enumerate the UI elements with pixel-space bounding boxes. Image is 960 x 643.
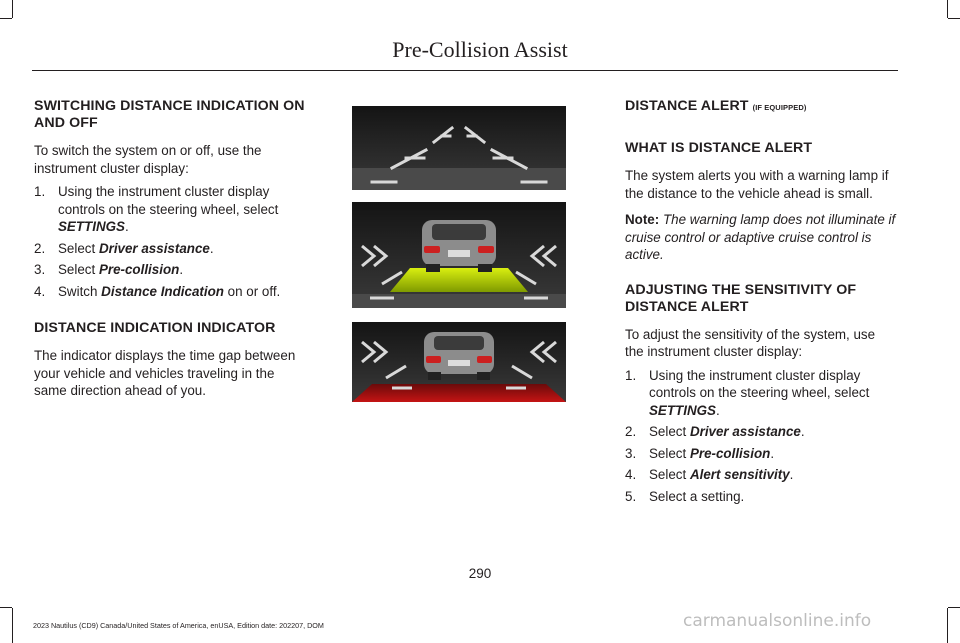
- right-column: [625, 98, 897, 505]
- intro-paragraph: To switch the system on or off, use the instrument cluster display:: [34, 143, 262, 176]
- list-item: 1. Using the instrument cluster display controls on the steering wheel, select SETTINGS.: [34, 184, 279, 234]
- page-number: 290: [468, 566, 492, 581]
- car-icon: [422, 220, 496, 272]
- list-item: 4. Switch Distance Indication on or off.: [34, 283, 281, 299]
- figure-vehicle-green: [352, 202, 566, 308]
- road-lanes-illustration: [352, 106, 566, 190]
- crop-mark: [12, 0, 13, 18]
- what-is-paragraph: The system alerts you with a warning lamp if the distance to the vehicle ahead is small.: [625, 168, 889, 201]
- vehicle-red-zone-illustration: [352, 322, 566, 402]
- crop-mark: [948, 18, 960, 19]
- crop-mark: [12, 608, 13, 643]
- list-item: 2. Select Driver assistance.: [34, 240, 214, 256]
- crop-mark: [947, 608, 948, 643]
- header-rule: [32, 70, 898, 71]
- section-heading-adjusting: ADJUSTING THE SENSITIVITY OF DISTANCE ALERT: [625, 281, 857, 315]
- adjust-paragraph: To adjust the sensitivity of the system, use the instrument cluster display:: [625, 326, 876, 359]
- crop-mark: [0, 18, 12, 19]
- crop-mark: [0, 607, 12, 608]
- distance-zone-red: [352, 384, 566, 402]
- figure-vehicle-red: [352, 322, 566, 402]
- if-equipped-label: (IF EQUIPPED): [752, 103, 807, 112]
- crop-mark: [948, 607, 960, 608]
- list-item: 1. Using the instrument cluster display controls on the steering wheel, select SETTINGS.: [625, 367, 870, 418]
- list-item: 3. Select Pre-collision.: [34, 262, 184, 277]
- steps-list: [625, 367, 897, 506]
- vehicle-green-zone-illustration: [352, 202, 566, 308]
- section-heading-switching: SWITCHING DISTANCE INDICATION ON AND OFF: [34, 98, 305, 131]
- watermark: carmanualsonline.info: [683, 611, 872, 631]
- list-item: 4. Select Alert sensitivity.: [625, 467, 794, 482]
- section-heading-indicator: DISTANCE INDICATION INDICATOR: [34, 320, 276, 336]
- figure-no-vehicle: [352, 106, 566, 190]
- page-title: Pre-Collision Assist: [392, 37, 568, 62]
- left-column: [34, 98, 309, 400]
- crop-mark: [947, 0, 948, 18]
- section-heading-distance-alert: DISTANCE ALERT (IF EQUIPPED): [625, 98, 807, 114]
- indicator-paragraph: The indicator displays the time gap between your vehicle and vehicles traveling in the same direction ahead of you.: [34, 348, 296, 398]
- note-paragraph: Note: The warning lamp does not illuminate if cruise control or adaptive cruise control is active.: [625, 212, 896, 262]
- steps-list: [34, 183, 309, 300]
- car-icon: [424, 332, 494, 380]
- list-item: 2. Select Driver assistance.: [625, 424, 805, 439]
- section-heading-what-is: WHAT IS DISTANCE ALERT: [625, 140, 813, 156]
- list-item: 3. Select Pre-collision.: [625, 445, 775, 461]
- footer-edition: 2023 Nautilus (CD9) Canada/United States of America, enUSA, Edition date: 202207, DOM: [33, 621, 324, 630]
- distance-zone-green: [390, 268, 528, 292]
- list-item: 5. Select a setting.: [625, 488, 745, 504]
